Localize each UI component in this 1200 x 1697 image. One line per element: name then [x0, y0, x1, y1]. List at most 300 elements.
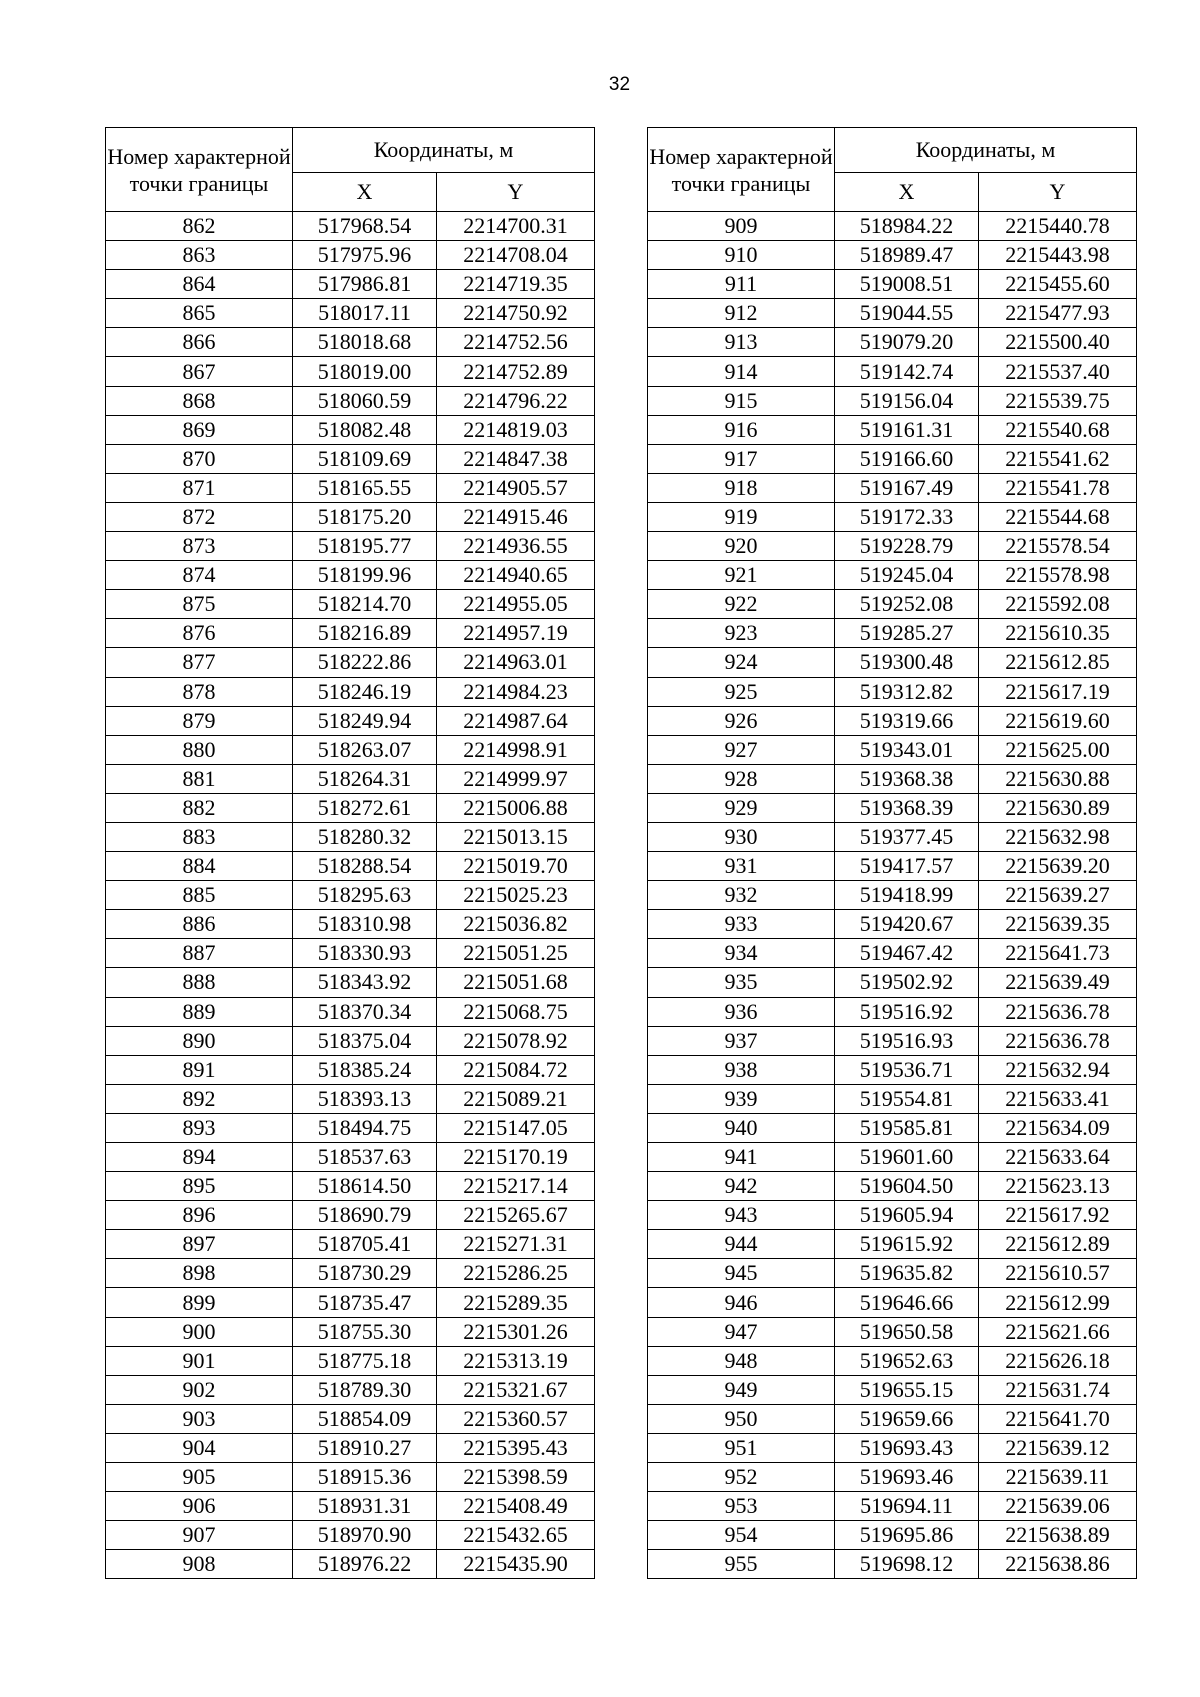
y-coordinate-cell: 2215633.41	[979, 1084, 1137, 1113]
point-number-cell: 931	[648, 852, 835, 881]
x-coordinate-cell: 519604.50	[835, 1172, 979, 1201]
point-number-cell: 928	[648, 764, 835, 793]
y-coordinate-cell: 2214847.38	[437, 444, 595, 473]
x-coordinate-cell: 519635.82	[835, 1259, 979, 1288]
y-coordinate-cell: 2214940.65	[437, 561, 595, 590]
y-coordinate-cell: 2215500.40	[979, 328, 1137, 357]
point-number-cell: 925	[648, 677, 835, 706]
y-coordinate-cell: 2214905.57	[437, 473, 595, 502]
x-coordinate-cell: 519300.48	[835, 648, 979, 677]
y-coordinate-cell: 2215612.99	[979, 1288, 1137, 1317]
point-number-cell: 919	[648, 502, 835, 531]
x-coordinate-cell: 519646.66	[835, 1288, 979, 1317]
x-coordinate-cell: 518393.13	[293, 1084, 437, 1113]
y-coordinate-cell: 2214752.89	[437, 357, 595, 386]
x-coordinate-cell: 518984.22	[835, 212, 979, 241]
point-number-cell: 911	[648, 270, 835, 299]
table-row	[106, 212, 595, 241]
x-coordinate-cell: 519467.42	[835, 939, 979, 968]
x-coordinate-cell: 519156.04	[835, 386, 979, 415]
table-row	[648, 997, 1137, 1026]
table-row	[648, 1084, 1137, 1113]
y-coordinate-cell: 2214708.04	[437, 241, 595, 270]
point-number-cell: 910	[648, 241, 835, 270]
point-number-header: Номер характерной точки границы	[106, 128, 293, 212]
table-row	[648, 822, 1137, 851]
x-coordinate-cell: 518730.29	[293, 1259, 437, 1288]
table-row	[106, 822, 595, 851]
table-row	[648, 1492, 1137, 1521]
x-coordinate-cell: 518018.68	[293, 328, 437, 357]
y-coordinate-cell: 2215289.35	[437, 1288, 595, 1317]
x-coordinate-cell: 519615.92	[835, 1230, 979, 1259]
point-number-cell: 904	[106, 1433, 293, 1462]
y-coordinate-cell: 2214819.03	[437, 415, 595, 444]
y-coordinate-cell: 2215068.75	[437, 997, 595, 1026]
page-number: 32	[608, 74, 631, 95]
point-number-cell: 947	[648, 1317, 835, 1346]
point-number-cell: 935	[648, 968, 835, 997]
y-coordinate-cell: 2215612.85	[979, 648, 1137, 677]
point-number-cell: 884	[106, 852, 293, 881]
x-coordinate-cell: 518060.59	[293, 386, 437, 415]
table-row	[648, 1201, 1137, 1230]
point-number-cell: 863	[106, 241, 293, 270]
table-row	[106, 1433, 595, 1462]
point-number-cell: 890	[106, 1026, 293, 1055]
point-number-cell: 942	[648, 1172, 835, 1201]
table-row	[648, 793, 1137, 822]
x-coordinate-cell: 518537.63	[293, 1143, 437, 1172]
point-number-cell: 912	[648, 299, 835, 328]
point-number-cell: 941	[648, 1143, 835, 1172]
table-row	[648, 1113, 1137, 1142]
x-coordinate-cell: 519418.99	[835, 881, 979, 910]
x-coordinate-cell: 518854.09	[293, 1404, 437, 1433]
point-number-cell: 916	[648, 415, 835, 444]
point-number-cell: 936	[648, 997, 835, 1026]
y-coordinate-cell: 2215626.18	[979, 1346, 1137, 1375]
x-coordinate-cell: 518017.11	[293, 299, 437, 328]
table-row	[106, 1521, 595, 1550]
table-row	[648, 1143, 1137, 1172]
x-coordinate-cell: 519695.86	[835, 1521, 979, 1550]
x-coordinate-cell: 519166.60	[835, 444, 979, 473]
x-coordinate-cell: 518195.77	[293, 532, 437, 561]
x-coordinate-cell: 519079.20	[835, 328, 979, 357]
point-number-cell: 954	[648, 1521, 835, 1550]
y-coordinate-cell: 2214984.23	[437, 677, 595, 706]
table-row	[648, 1230, 1137, 1259]
x-coordinate-cell: 518249.94	[293, 706, 437, 735]
y-coordinate-cell: 2215632.98	[979, 822, 1137, 851]
y-coordinate-cell: 2215217.14	[437, 1172, 595, 1201]
x-coordinate-cell: 518295.63	[293, 881, 437, 910]
y-coordinate-cell: 2214719.35	[437, 270, 595, 299]
y-coordinate-cell: 2215544.68	[979, 502, 1137, 531]
x-coordinate-cell: 518915.36	[293, 1463, 437, 1492]
x-coordinate-cell: 519516.92	[835, 997, 979, 1026]
y-coordinate-cell: 2215638.89	[979, 1521, 1137, 1550]
point-number-cell: 891	[106, 1055, 293, 1084]
table-row	[106, 1317, 595, 1346]
y-coordinate-cell: 2215313.19	[437, 1346, 595, 1375]
table-row	[106, 270, 595, 299]
point-number-cell: 945	[648, 1259, 835, 1288]
y-coordinate-cell: 2215051.25	[437, 939, 595, 968]
table-row	[106, 1492, 595, 1521]
y-coordinate-cell: 2214987.64	[437, 706, 595, 735]
point-number-cell: 933	[648, 910, 835, 939]
point-number-cell: 886	[106, 910, 293, 939]
point-number-cell: 865	[106, 299, 293, 328]
table-row	[106, 532, 595, 561]
point-number-cell: 948	[648, 1346, 835, 1375]
table-row	[648, 1550, 1137, 1579]
table-row	[106, 1172, 595, 1201]
y-coordinate-cell: 2215639.27	[979, 881, 1137, 910]
x-coordinate-cell: 519161.31	[835, 415, 979, 444]
point-number-cell: 876	[106, 619, 293, 648]
x-coordinate-cell: 518280.32	[293, 822, 437, 851]
point-number-cell: 946	[648, 1288, 835, 1317]
point-number-cell: 899	[106, 1288, 293, 1317]
point-number-cell: 892	[106, 1084, 293, 1113]
point-number-cell: 881	[106, 764, 293, 793]
y-coordinate-cell: 2214750.92	[437, 299, 595, 328]
x-coordinate-cell: 518775.18	[293, 1346, 437, 1375]
x-coordinate-cell: 519502.92	[835, 968, 979, 997]
table-row	[106, 968, 595, 997]
table-row	[648, 1404, 1137, 1433]
x-coordinate-cell: 519659.66	[835, 1404, 979, 1433]
table-row	[106, 1288, 595, 1317]
table-row	[648, 764, 1137, 793]
point-number-cell: 923	[648, 619, 835, 648]
table-row	[648, 648, 1137, 677]
y-coordinate-cell: 2214915.46	[437, 502, 595, 531]
x-coordinate-cell: 519319.66	[835, 706, 979, 735]
y-coordinate-cell: 2214700.31	[437, 212, 595, 241]
y-coordinate-cell: 2215631.74	[979, 1375, 1137, 1404]
y-coordinate-cell: 2215636.78	[979, 1026, 1137, 1055]
table-row	[648, 386, 1137, 415]
x-coordinate-cell: 518175.20	[293, 502, 437, 531]
point-number-cell: 895	[106, 1172, 293, 1201]
table-row	[648, 735, 1137, 764]
y-coordinate-cell: 2215639.06	[979, 1492, 1137, 1521]
y-coordinate-cell: 2215540.68	[979, 415, 1137, 444]
point-number-cell: 902	[106, 1375, 293, 1404]
table-row	[648, 1463, 1137, 1492]
table-row	[648, 1346, 1137, 1375]
x-coordinate-cell: 518216.89	[293, 619, 437, 648]
point-number-cell: 866	[106, 328, 293, 357]
y-coordinate-cell: 2215610.57	[979, 1259, 1137, 1288]
y-coordinate-cell: 2215321.67	[437, 1375, 595, 1404]
table-row	[106, 619, 595, 648]
table-row	[648, 881, 1137, 910]
x-coordinate-cell: 519693.43	[835, 1433, 979, 1462]
table-row	[106, 1201, 595, 1230]
x-coordinate-cell: 518222.86	[293, 648, 437, 677]
x-coordinate-cell: 518385.24	[293, 1055, 437, 1084]
x-coordinate-cell: 519417.57	[835, 852, 979, 881]
y-coordinate-cell: 2215630.89	[979, 793, 1137, 822]
x-coordinate-cell: 518755.30	[293, 1317, 437, 1346]
point-number-cell: 938	[648, 1055, 835, 1084]
x-coordinate-cell: 519554.81	[835, 1084, 979, 1113]
point-number-cell: 887	[106, 939, 293, 968]
table-row	[648, 677, 1137, 706]
x-coordinate-cell: 519516.93	[835, 1026, 979, 1055]
x-coordinate-cell: 518165.55	[293, 473, 437, 502]
x-coordinate-cell: 519650.58	[835, 1317, 979, 1346]
y-coordinate-cell: 2215619.60	[979, 706, 1137, 735]
x-coordinate-cell: 519420.67	[835, 910, 979, 939]
x-coordinate-cell: 519377.45	[835, 822, 979, 851]
x-coordinate-cell: 518246.19	[293, 677, 437, 706]
table-row	[106, 1375, 595, 1404]
x-coordinate-cell: 518976.22	[293, 1550, 437, 1579]
table-row	[106, 1550, 595, 1579]
y-coordinate-cell: 2215639.12	[979, 1433, 1137, 1462]
x-coordinate-cell: 518214.70	[293, 590, 437, 619]
y-coordinate-cell: 2215006.88	[437, 793, 595, 822]
y-coordinate-cell: 2214936.55	[437, 532, 595, 561]
table-row	[648, 1026, 1137, 1055]
table-row	[106, 1113, 595, 1142]
y-coordinate-cell: 2215170.19	[437, 1143, 595, 1172]
table-row	[106, 677, 595, 706]
table-row	[648, 270, 1137, 299]
x-coordinate-cell: 519652.63	[835, 1346, 979, 1375]
y-coordinate-cell: 2214998.91	[437, 735, 595, 764]
point-number-cell: 924	[648, 648, 835, 677]
x-coordinate-cell: 518705.41	[293, 1230, 437, 1259]
table-row	[106, 241, 595, 270]
y-coordinate-cell: 2215641.70	[979, 1404, 1137, 1433]
y-coordinate-cell: 2215147.05	[437, 1113, 595, 1142]
x-coordinate-cell: 518082.48	[293, 415, 437, 444]
table-row	[106, 561, 595, 590]
x-coordinate-cell: 519343.01	[835, 735, 979, 764]
x-coordinate-cell: 518272.61	[293, 793, 437, 822]
x-coordinate-cell: 519698.12	[835, 1550, 979, 1579]
point-number-cell: 913	[648, 328, 835, 357]
x-coordinate-cell: 518343.92	[293, 968, 437, 997]
coordinates-table-left	[105, 127, 595, 1579]
x-coordinate-cell: 519044.55	[835, 299, 979, 328]
table-row	[106, 910, 595, 939]
y-coordinate-cell: 2215633.64	[979, 1143, 1137, 1172]
x-coordinate-cell: 518614.50	[293, 1172, 437, 1201]
y-coordinate-cell: 2215630.88	[979, 764, 1137, 793]
x-coordinate-cell: 518370.34	[293, 997, 437, 1026]
point-number-cell: 908	[106, 1550, 293, 1579]
point-number-cell: 943	[648, 1201, 835, 1230]
point-number-cell: 951	[648, 1433, 835, 1462]
coordinates-header: Координаты, м	[293, 128, 595, 173]
x-coordinate-cell: 519368.38	[835, 764, 979, 793]
y-coordinate-cell: 2215089.21	[437, 1084, 595, 1113]
point-number-cell: 894	[106, 1143, 293, 1172]
point-number-cell: 888	[106, 968, 293, 997]
point-number-cell: 896	[106, 1201, 293, 1230]
table-row	[648, 212, 1137, 241]
table-row	[648, 1288, 1137, 1317]
x-coordinate-cell: 518735.47	[293, 1288, 437, 1317]
y-coordinate-cell: 2214955.05	[437, 590, 595, 619]
x-header: X	[835, 173, 979, 212]
point-number-cell: 874	[106, 561, 293, 590]
point-number-cell: 870	[106, 444, 293, 473]
table-row	[648, 561, 1137, 590]
point-number-header: Номер характерной точки границы	[648, 128, 835, 212]
x-coordinate-cell: 518970.90	[293, 1521, 437, 1550]
y-coordinate-cell: 2215025.23	[437, 881, 595, 910]
x-coordinate-cell: 518931.31	[293, 1492, 437, 1521]
y-coordinate-cell: 2214957.19	[437, 619, 595, 648]
point-number-cell: 889	[106, 997, 293, 1026]
table-row	[106, 1259, 595, 1288]
y-coordinate-cell: 2215625.00	[979, 735, 1137, 764]
y-coordinate-cell: 2215019.70	[437, 852, 595, 881]
point-number-cell: 917	[648, 444, 835, 473]
y-coordinate-cell: 2215440.78	[979, 212, 1137, 241]
table-row	[648, 706, 1137, 735]
table-row	[648, 473, 1137, 502]
table-row	[106, 590, 595, 619]
x-coordinate-cell: 519142.74	[835, 357, 979, 386]
y-coordinate-cell: 2215408.49	[437, 1492, 595, 1521]
x-coordinate-cell: 519693.46	[835, 1463, 979, 1492]
y-coordinate-cell: 2215265.67	[437, 1201, 595, 1230]
table-body-right	[648, 212, 1137, 1579]
y-coordinate-cell: 2215036.82	[437, 910, 595, 939]
point-number-cell: 868	[106, 386, 293, 415]
y-coordinate-cell: 2215641.73	[979, 939, 1137, 968]
table-row	[106, 1404, 595, 1433]
table-row	[106, 444, 595, 473]
table-row	[106, 1143, 595, 1172]
table-row	[648, 502, 1137, 531]
y-coordinate-cell: 2215638.86	[979, 1550, 1137, 1579]
x-coordinate-cell: 517968.54	[293, 212, 437, 241]
table-row	[106, 1084, 595, 1113]
point-number-cell: 879	[106, 706, 293, 735]
table-row	[648, 444, 1137, 473]
point-number-cell: 930	[648, 822, 835, 851]
y-coordinate-cell: 2215578.54	[979, 532, 1137, 561]
point-number-cell: 901	[106, 1346, 293, 1375]
point-number-cell: 914	[648, 357, 835, 386]
y-coordinate-cell: 2215639.49	[979, 968, 1137, 997]
point-number-cell: 883	[106, 822, 293, 851]
table-row	[106, 706, 595, 735]
table-row	[648, 1055, 1137, 1084]
y-coordinate-cell: 2215477.93	[979, 299, 1137, 328]
table-row	[106, 415, 595, 444]
y-coordinate-cell: 2215623.13	[979, 1172, 1137, 1201]
y-coordinate-cell: 2214999.97	[437, 764, 595, 793]
x-coordinate-cell: 519285.27	[835, 619, 979, 648]
x-coordinate-cell: 518109.69	[293, 444, 437, 473]
point-number-cell: 900	[106, 1317, 293, 1346]
y-coordinate-cell: 2215639.35	[979, 910, 1137, 939]
y-coordinate-cell: 2215592.08	[979, 590, 1137, 619]
y-coordinate-cell: 2215617.92	[979, 1201, 1137, 1230]
point-number-cell: 882	[106, 793, 293, 822]
table-row	[106, 328, 595, 357]
table-row	[106, 502, 595, 531]
x-coordinate-cell: 518264.31	[293, 764, 437, 793]
coordinates-header: Координаты, м	[835, 128, 1137, 173]
y-coordinate-cell: 2215286.25	[437, 1259, 595, 1288]
x-coordinate-cell: 519167.49	[835, 473, 979, 502]
table-row	[106, 997, 595, 1026]
x-coordinate-cell: 519228.79	[835, 532, 979, 561]
y-coordinate-cell: 2215360.57	[437, 1404, 595, 1433]
table-row	[648, 590, 1137, 619]
y-header: Y	[437, 173, 595, 212]
y-coordinate-cell: 2215271.31	[437, 1230, 595, 1259]
x-coordinate-cell: 518690.79	[293, 1201, 437, 1230]
point-number-cell: 872	[106, 502, 293, 531]
table-row	[648, 1433, 1137, 1462]
point-number-cell: 862	[106, 212, 293, 241]
table-row	[648, 328, 1137, 357]
point-number-cell: 871	[106, 473, 293, 502]
point-number-cell: 909	[648, 212, 835, 241]
table-row	[106, 473, 595, 502]
table-row	[648, 619, 1137, 648]
point-number-cell: 932	[648, 881, 835, 910]
y-header: Y	[979, 173, 1137, 212]
x-coordinate-cell: 519008.51	[835, 270, 979, 299]
x-coordinate-cell: 517986.81	[293, 270, 437, 299]
table-row	[106, 386, 595, 415]
table-row	[648, 852, 1137, 881]
x-coordinate-cell: 519245.04	[835, 561, 979, 590]
y-coordinate-cell: 2215395.43	[437, 1433, 595, 1462]
point-number-cell: 875	[106, 590, 293, 619]
table-row	[648, 968, 1137, 997]
table-body-left	[106, 212, 595, 1579]
y-coordinate-cell: 2215051.68	[437, 968, 595, 997]
table-row	[106, 648, 595, 677]
x-coordinate-cell: 519655.15	[835, 1375, 979, 1404]
table-row	[106, 852, 595, 881]
y-coordinate-cell: 2214796.22	[437, 386, 595, 415]
point-number-cell: 944	[648, 1230, 835, 1259]
x-coordinate-cell: 519172.33	[835, 502, 979, 531]
y-coordinate-cell: 2215078.92	[437, 1026, 595, 1055]
table-row	[106, 299, 595, 328]
point-number-cell: 897	[106, 1230, 293, 1259]
y-coordinate-cell: 2215578.98	[979, 561, 1137, 590]
point-number-cell: 906	[106, 1492, 293, 1521]
point-number-cell: 953	[648, 1492, 835, 1521]
table-row	[106, 1346, 595, 1375]
table-row	[106, 735, 595, 764]
point-number-cell: 929	[648, 793, 835, 822]
point-number-cell: 926	[648, 706, 835, 735]
point-number-cell: 922	[648, 590, 835, 619]
x-coordinate-cell: 519312.82	[835, 677, 979, 706]
x-coordinate-cell: 519252.08	[835, 590, 979, 619]
point-number-cell: 878	[106, 677, 293, 706]
